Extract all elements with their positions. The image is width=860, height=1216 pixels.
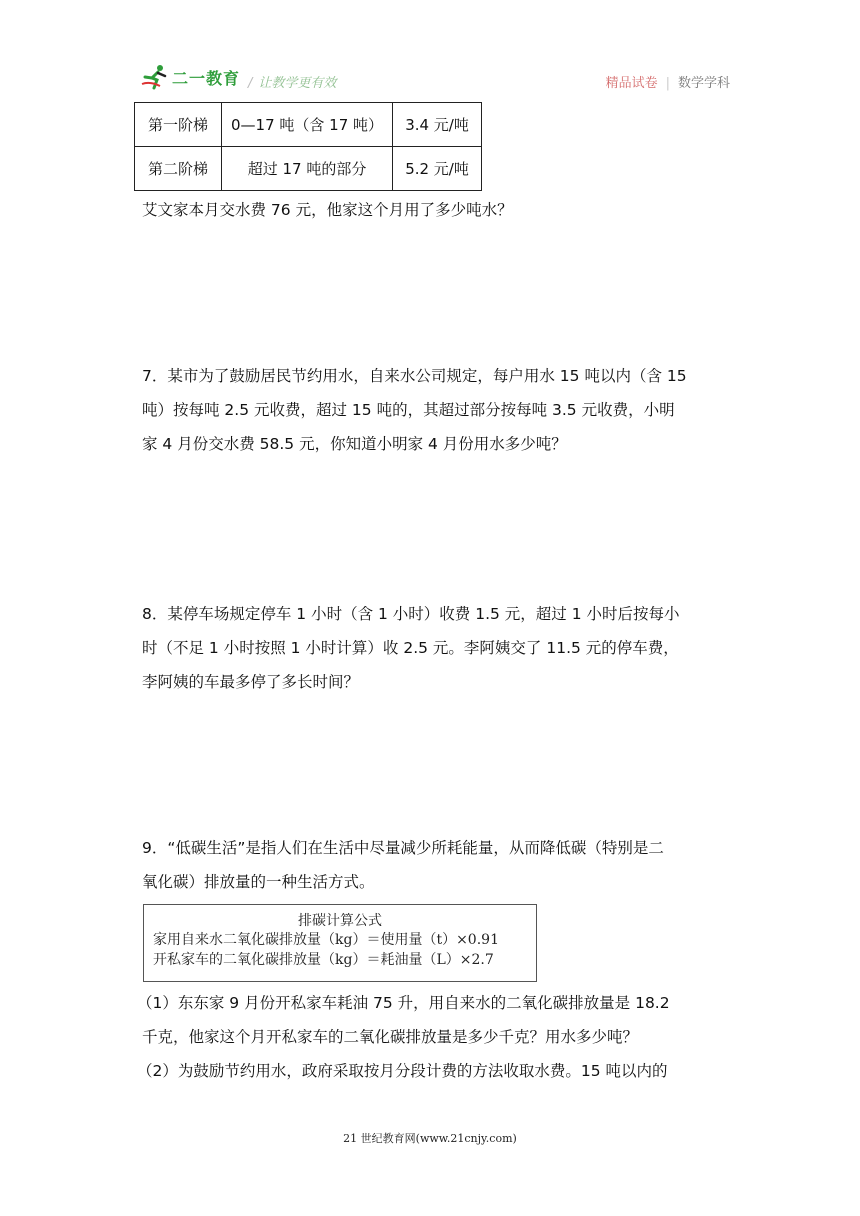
formula-line: 开私家车的二氧化碳排放量（kg）＝耗油量（L）×2.7 bbox=[153, 952, 494, 968]
question-9-parts bbox=[137, 986, 737, 1088]
question-line: 8．某停车场规定停车 1 小时（含 1 小时）收费 1.5 元，超过 1 小时后按每小 bbox=[142, 605, 680, 623]
question-line: 氧化碳）排放量的一种生活方式。 bbox=[142, 873, 375, 891]
table-cell: 超过 17 吨的部分 bbox=[222, 147, 393, 191]
question-line: 时（不足 1 小时按照 1 小时计算）收 2.5 元。李阿姨交了 11.5 元的停车费， bbox=[142, 639, 679, 657]
page-footer: 21 世纪教育网(www.21cnjy.com) bbox=[343, 1132, 517, 1145]
logo bbox=[140, 64, 240, 90]
table-cell: 3.4 元/吨 bbox=[393, 103, 482, 147]
water-fee-table bbox=[134, 102, 482, 191]
logo-text: 二一教育 bbox=[172, 68, 241, 88]
question-line: （2）为鼓励节约用水，政府采取按月分段计费的方法收取水费。15 吨以内的 bbox=[137, 1062, 668, 1080]
page-header bbox=[140, 62, 730, 102]
question-line: 吨）按每吨 2.5 元收费，超过 15 吨的，其超过部分按每吨 3.5 元收费，小明 bbox=[142, 401, 675, 419]
header-subject: 数学学科 bbox=[677, 76, 730, 91]
question-7 bbox=[142, 359, 742, 461]
question-line: 9．“低碳生活”是指人们在生活中尽量减少所耗能量，从而降低碳（特别是二 bbox=[142, 839, 664, 857]
question-6-tail: 艾文家本月交水费 76 元，他家这个月用了多少吨水？ bbox=[142, 201, 513, 219]
question-line: 7．某市为了鼓励居民节约用水，自来水公司规定，每户用水 15 吨以内（含 15 bbox=[142, 367, 687, 385]
slogan-text: 让教学更有效 bbox=[258, 76, 337, 91]
table-row bbox=[135, 147, 482, 191]
header-label: 精品试卷 bbox=[605, 76, 658, 91]
question-line: 千克，他家这个月开私家车的二氧化碳排放量是多少千克？用水多少吨？ bbox=[142, 1028, 639, 1046]
table-cell: 5.2 元/吨 bbox=[393, 147, 482, 191]
formula-title: 排碳计算公式 bbox=[298, 913, 382, 929]
slogan: / 让教学更有效 bbox=[248, 76, 337, 91]
question-line: （1）东东家 9 月份开私家车耗油 75 升，用自来水的二氧化碳排放量是 18.2 bbox=[137, 994, 670, 1012]
question-9-intro bbox=[142, 831, 742, 899]
table-row bbox=[135, 103, 482, 147]
formula-line: 家用自来水二氧化碳排放量（kg）＝使用量（t）×0.91 bbox=[153, 932, 499, 948]
question-line: 家 4 月份交水费 58.5 元，你知道小明家 4 月份用水多少吨？ bbox=[142, 435, 567, 453]
table-cell: 0—17 吨（含 17 吨） bbox=[222, 103, 393, 147]
header-right: 精品试卷 | 数学学科 bbox=[605, 76, 730, 91]
table-cell: 第二阶梯 bbox=[135, 147, 222, 191]
running-man-icon bbox=[140, 64, 170, 90]
question-8 bbox=[142, 597, 742, 699]
table-cell: 第一阶梯 bbox=[135, 103, 222, 147]
question-line: 李阿姨的车最多停了多长时间？ bbox=[142, 673, 360, 691]
carbon-formula-box bbox=[143, 904, 537, 982]
